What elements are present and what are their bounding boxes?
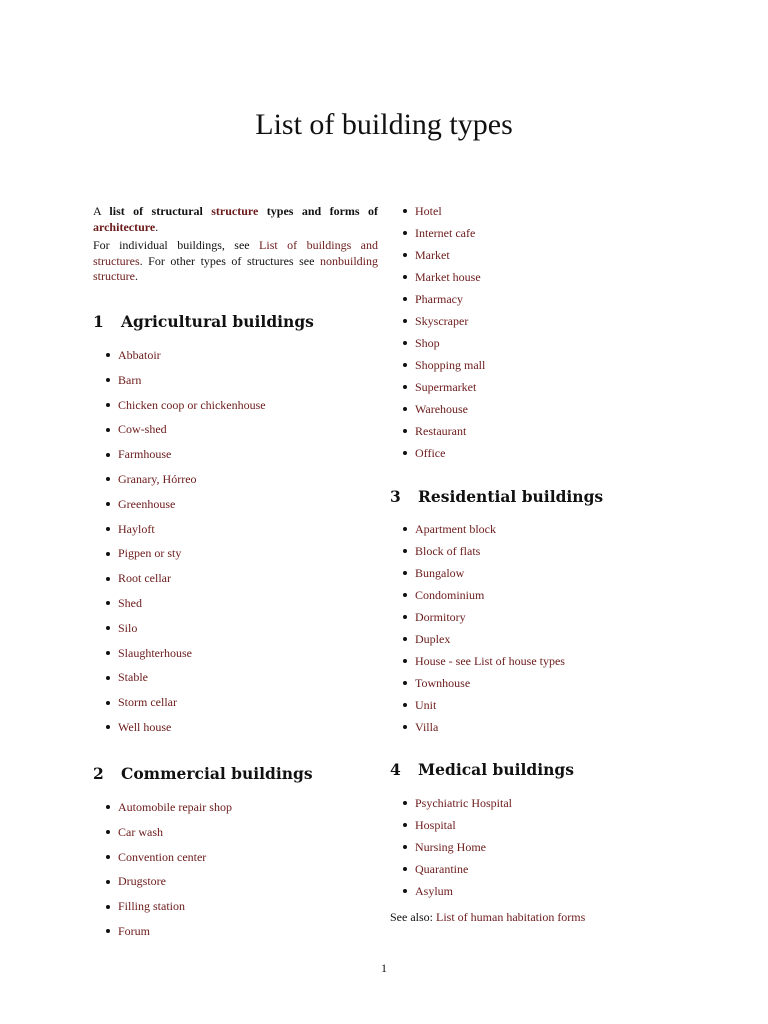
section-number: 4 [390, 760, 401, 779]
list-item: Psychiatric Hospital [390, 792, 512, 814]
list-item: Unit [390, 694, 565, 716]
section-title: Residential buildings [418, 487, 604, 506]
see-text: For individual buildings, see [93, 238, 260, 252]
list-of-buildings-link[interactable]: List of buildings and structures [93, 238, 378, 268]
list-item: Restaurant [390, 420, 485, 442]
list-item: Dormitory [390, 606, 565, 628]
list-item: Greenhouse [93, 492, 266, 517]
list-item: Well house [93, 715, 266, 740]
list-item: Barn [93, 368, 266, 393]
list-item: Asylum [390, 880, 512, 902]
list-item: Farmhouse [93, 442, 266, 467]
list-item: Drugstore [93, 869, 232, 894]
list-item: Stable [93, 665, 266, 690]
see-also-label: See also: [390, 910, 436, 924]
section-title: Medical buildings [418, 760, 574, 779]
nonbuilding-structure-link[interactable]: nonbuilding structure [93, 253, 378, 283]
list-item: Nursing Home [390, 836, 512, 858]
intro-text: A [93, 204, 110, 218]
list-item: Pharmacy [390, 288, 485, 310]
list-item: Warehouse [390, 398, 485, 420]
list-item: Apartment block [390, 518, 565, 540]
page-title: List of building types [255, 108, 513, 141]
list-item: Condominium [390, 584, 565, 606]
intro-bold-text-2: types and forms of [258, 204, 378, 218]
period: . [134, 269, 138, 283]
list-item: Shopping mall [390, 354, 485, 376]
list-item: Block of flats [390, 540, 565, 562]
commercial-list-continued [390, 200, 485, 464]
list-item: Office [390, 442, 485, 464]
list-item: Pigpen or sty [93, 541, 266, 566]
list-item: Chicken coop or chickenhouse [93, 393, 266, 418]
residential-list [390, 518, 565, 738]
commercial-list [93, 795, 232, 944]
see-also-paragraph [93, 238, 378, 285]
list-item: Silo [93, 616, 266, 641]
list-item: Car wash [93, 820, 232, 845]
list-item: Shed [93, 591, 266, 616]
list-item: Root cellar [93, 566, 266, 591]
other-types-text: . For other types of structures see [139, 253, 320, 268]
architecture-link[interactable]: architecture [93, 219, 156, 234]
list-item: Townhouse [390, 672, 565, 694]
human-habitation-forms-link[interactable]: List of human habitation forms [436, 910, 586, 924]
section-title: Agricultural buildings [121, 312, 314, 331]
list-item: Skyscraper [390, 310, 485, 332]
list-item: Internet cafe [390, 222, 485, 244]
list-item: Bungalow [390, 562, 565, 584]
medical-list [390, 792, 512, 902]
list-item: Quarantine [390, 858, 512, 880]
list-item: House - see List of house types [390, 650, 565, 672]
list-item: Market [390, 244, 485, 266]
structure-link[interactable]: structure [211, 204, 259, 218]
list-item: Shop [390, 332, 485, 354]
list-item: Market house [390, 266, 485, 288]
section-title: Commercial buildings [121, 764, 313, 783]
list-item: Villa [390, 716, 565, 738]
section-number: 1 [93, 312, 104, 331]
list-item: Filling station [93, 894, 232, 919]
list-item: Hospital [390, 814, 512, 836]
list-item: Slaughterhouse [93, 641, 266, 666]
section-heading-medical [390, 760, 574, 779]
list-item: Storm cellar [93, 690, 266, 715]
list-item: Automobile repair shop [93, 795, 232, 820]
intro-paragraph [93, 204, 378, 235]
list-item: Granary, Hórreo [93, 467, 266, 492]
intro-period: . [155, 219, 159, 234]
list-item: Hayloft [93, 517, 266, 542]
page-number: 1 [381, 961, 387, 975]
section-number: 3 [390, 487, 401, 506]
section-heading-residential [390, 487, 603, 506]
list-item: Forum [93, 919, 232, 944]
section-heading-commercial [93, 764, 313, 783]
list-item: Abbatoir [93, 343, 266, 368]
agricultural-list [93, 343, 266, 740]
see-also-line [390, 910, 680, 926]
list-item: Cow-shed [93, 417, 266, 442]
intro-bold-text: list of structural [109, 204, 212, 218]
list-item: Supermarket [390, 376, 485, 398]
list-item: Duplex [390, 628, 565, 650]
list-item: Convention center [93, 845, 232, 870]
list-item: Hotel [390, 200, 485, 222]
section-heading-agricultural [93, 312, 314, 331]
section-number: 2 [93, 764, 104, 783]
